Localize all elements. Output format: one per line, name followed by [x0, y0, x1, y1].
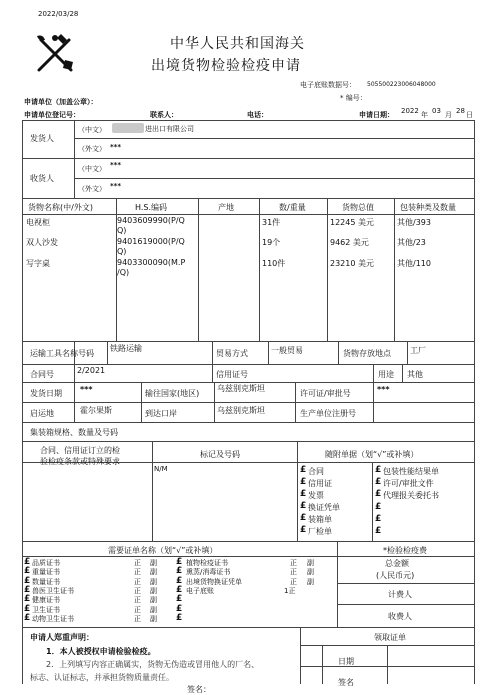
cert-zheng-5: 正 — [134, 596, 141, 605]
storage-value: 工厂 — [410, 346, 426, 355]
sign-label: 签名： — [187, 685, 211, 694]
doc-right-extra-checkbox-1: £ — [375, 502, 382, 512]
cert2-zheng-1: 正 — [290, 559, 297, 567]
cert2-item-1: 植物检疫证书 — [186, 559, 228, 567]
print-date: 2022/03/28 — [38, 10, 79, 18]
credit-label: 信用证号 — [216, 370, 248, 379]
cert2-fu-3: 副 — [307, 577, 314, 586]
apply-year-unit: 年 — [421, 111, 428, 119]
goods-row-1-packing: 其他/393 — [397, 218, 431, 227]
cert-item-5: 健康证书 — [32, 596, 60, 605]
goods-header-origin: 产地 — [218, 203, 234, 212]
doc-left-checkbox-4: £ — [300, 501, 307, 511]
number-label: * 编号： — [340, 94, 367, 102]
cert-fu-5: 副 — [150, 596, 157, 605]
goods-header-packing: 包装种类及数量 — [400, 203, 456, 212]
doc-right-item-1: 包装性能结果单 — [383, 467, 439, 476]
cert-fu-2: 副 — [150, 568, 157, 577]
depart-port-value: 霍尔果斯 — [80, 406, 112, 415]
cert-checkbox-3: £ — [24, 575, 31, 586]
cert2-item-2: 熏蒸/消毒证书 — [186, 568, 231, 577]
cert-fu-1: 副 — [150, 559, 157, 567]
transport-value: 铁路运输 — [110, 344, 142, 353]
goods-row-1-value: 12245 美元 — [330, 218, 374, 227]
doc-left-item-3: 发票 — [308, 491, 324, 500]
cert-checkbox-5: £ — [24, 594, 31, 605]
consignee-label: 收货人 — [30, 174, 54, 183]
apply-month: 03 — [432, 107, 441, 115]
cert2-checkbox-2: £ — [176, 566, 183, 577]
ecard-number: 505500223006048000 — [367, 81, 436, 88]
goods-row-2-hs-cont: Q) — [117, 247, 127, 256]
cert2-checkbox-3: £ — [176, 575, 183, 586]
cert2-zheng-3: 正 — [290, 577, 297, 586]
goods-row-3-qty: 110件 — [262, 259, 286, 268]
registration-number-label: 申请单位登记号： — [24, 111, 80, 119]
cert-checkbox-1: £ — [24, 557, 31, 567]
shipper-en-value: *** — [110, 143, 121, 151]
doc-right-item-2: 许可/审批文件 — [383, 479, 434, 488]
apply-day-unit: 日 — [466, 111, 473, 119]
consignee-cn-value: *** — [110, 161, 121, 169]
goods-row-2-value: 9462 美元 — [330, 238, 369, 247]
goods-row-3-value: 23210 美元 — [330, 259, 374, 268]
phone-label: 电话： — [247, 111, 268, 119]
cert-fu-4: 副 — [150, 586, 157, 595]
doc-right-extra-checkbox-2: £ — [375, 514, 382, 524]
doc-left-checkbox-1: £ — [300, 465, 307, 475]
marks-label: 标记及号码 — [200, 450, 240, 459]
cert2-e-copies: 1正 — [284, 586, 296, 595]
cert2-extra-checkbox-6: £ — [176, 603, 183, 614]
document-title-line1: 中华人民共和国海关 — [170, 36, 305, 52]
declaration-line-2b: 标志、认证标志，并承担货物质量责任。 — [30, 673, 174, 682]
shipper-cn-value: 进出口有限公司 — [145, 125, 194, 133]
fee-person-label: 计费人 — [388, 590, 412, 599]
storage-label: 货物存放地点 — [343, 349, 391, 358]
doc-left-checkbox-5: £ — [300, 513, 307, 523]
doc-right-checkbox-2: £ — [375, 477, 382, 487]
consignee-cn-label: （中文） — [78, 165, 106, 173]
cert-fu-7: 副 — [150, 614, 157, 623]
cert2-extra-checkbox-5: £ — [176, 594, 183, 605]
cert2-item-3: 出境货物换证凭单 — [186, 577, 242, 586]
goods-row-2-hs: 9401619000(P/Q — [117, 237, 185, 246]
collect-person-label: 收费人 — [388, 612, 412, 621]
goods-row-1-qty: 31件 — [262, 218, 281, 227]
cert-fu-3: 副 — [150, 577, 157, 586]
producer-label: 生产单位注册号 — [300, 409, 356, 418]
container-label: 集装箱规格、数量及号码 — [30, 428, 118, 437]
cert2-fu-1: 副 — [307, 559, 314, 567]
cert-zheng-6: 正 — [134, 605, 141, 614]
cert-item-4: 兽医卫生证书 — [32, 586, 74, 595]
arrive-port-value: 乌兹别克斯坦 — [217, 406, 265, 415]
goods-row-2-qty: 19个 — [262, 238, 281, 247]
trade-mode-label: 贸易方式 — [216, 349, 248, 358]
signature-label: 签名 — [338, 678, 354, 687]
destination-country-value: 乌兹别克斯坦 — [217, 384, 265, 393]
consignee-en-label: （外文） — [78, 185, 106, 193]
doc-left-item-1: 合同 — [308, 467, 324, 476]
total-amount-unit: (人民币元) — [376, 571, 415, 580]
cert-item-6: 卫生证书 — [32, 605, 60, 614]
goods-header-hs: H.S.编码 — [135, 203, 168, 212]
goods-row-2-name: 双人沙发 — [26, 238, 58, 247]
doc-left-item-5: 装箱单 — [308, 515, 332, 524]
date-label: 日期 — [338, 657, 354, 666]
cert-item-1: 品质证书 — [32, 559, 60, 567]
cert-zheng-2: 正 — [134, 568, 141, 577]
apply-date-label: 申请日期： — [359, 111, 394, 119]
marks-value: N/M — [154, 465, 168, 473]
goods-row-3-hs: 9403300090(M.P — [117, 258, 186, 267]
goods-row-3-hs-cont: /Q) — [117, 268, 130, 277]
apply-year: 2022 — [401, 107, 419, 115]
ship-date-value: *** — [80, 385, 93, 394]
shipper-cn-label: （中文） — [78, 126, 106, 134]
cert-checkbox-4: £ — [24, 584, 31, 595]
conditions-label-line2: 验检疫条款或特殊要求 — [40, 457, 120, 466]
cert2-item-4: 电子底账 — [186, 586, 214, 595]
doc-left-checkbox-3: £ — [300, 489, 307, 499]
doc-right-checkbox-3: £ — [375, 489, 382, 499]
doc-right-item-3: 代理报关委托书 — [383, 491, 439, 500]
cert-item-7: 动物卫生证书 — [32, 614, 74, 623]
depart-port-label: 启运地 — [30, 409, 54, 418]
doc-left-item-2: 信用证 — [308, 479, 332, 488]
doc-left-item-4: 换证凭单 — [308, 503, 340, 512]
destination-country-label: 输往国家(地区) — [145, 389, 200, 398]
ship-date-label: 发货日期 — [30, 389, 62, 398]
total-amount-label: 总金额 — [385, 559, 409, 568]
cert2-checkbox-1: £ — [176, 557, 183, 567]
goods-row-3-packing: 其他/110 — [397, 259, 431, 268]
consignee-en-value: *** — [110, 182, 121, 190]
goods-header-quantity: 数/重量 — [279, 203, 306, 212]
cert-fu-6: 副 — [150, 605, 157, 614]
customs-emblem-icon — [31, 30, 79, 78]
goods-header-value: 货物总值 — [342, 203, 374, 212]
cert2-fu-2: 副 — [307, 568, 314, 577]
contract-label: 合同号 — [30, 370, 54, 379]
fee-label: *检验检疫费 — [383, 546, 427, 555]
cert2-zheng-2: 正 — [290, 568, 297, 577]
cert-zheng-4: 正 — [134, 586, 141, 595]
cert-checkbox-7: £ — [24, 612, 31, 623]
purpose-label: 用途 — [378, 370, 394, 379]
doc-left-item-6: 厂检单 — [308, 527, 332, 536]
cert-checkbox-2: £ — [24, 566, 31, 577]
declaration-title: 申请人郑重声明： — [30, 633, 94, 642]
cert-zheng-3: 正 — [134, 577, 141, 586]
goods-row-2-packing: 其他/23 — [397, 238, 426, 247]
cert-checkbox-6: £ — [24, 603, 31, 614]
doc-right-checkbox-1: £ — [375, 465, 382, 475]
transport-label: 运输工具名称号码 — [30, 349, 94, 358]
permit-label: 许可证/审批号 — [300, 389, 351, 398]
docs-label: 随附单据（划“√”或补填） — [325, 450, 419, 459]
doc-right-extra-checkbox-3: £ — [375, 526, 382, 536]
declaration-line-1: 1．本人被授权申请检验检疫。 — [46, 647, 156, 656]
goods-row-1-hs-cont: Q) — [117, 226, 127, 235]
goods-row-3-name: 写字桌 — [26, 259, 50, 268]
contract-value: 2/2021 — [77, 366, 106, 375]
cert-zheng-1: 正 — [134, 559, 141, 567]
document-title-line2: 出境货物检验检疫申请 — [151, 58, 301, 74]
contact-label: 联系人： — [150, 111, 178, 119]
cert-item-3: 数量证书 — [32, 577, 60, 586]
ecard-label: 电子底账数据号： — [300, 81, 356, 89]
conditions-label-line1: 合同、信用证订立的检 — [40, 446, 120, 455]
purpose-value: 其他 — [407, 370, 423, 379]
apply-day: 28 — [456, 107, 465, 115]
goods-row-1-name: 电视柜 — [26, 218, 50, 227]
declaration-line-2a: 2．上列填写内容正确属实，货物无伪造或冒用他人的厂名、 — [46, 660, 260, 669]
cert-item-2: 重量证书 — [32, 568, 60, 577]
cert-zheng-7: 正 — [134, 614, 141, 623]
goods-header-name: 货物名称(中/外文) — [28, 203, 93, 212]
shipper-en-label: （外文） — [78, 145, 106, 153]
goods-row-1-hs: 9403609990(P/Q — [117, 216, 185, 225]
doc-left-checkbox-6: £ — [300, 525, 307, 535]
doc-left-checkbox-2: £ — [300, 477, 307, 487]
cert2-extra-checkbox-7: £ — [176, 612, 183, 623]
receive-cert-label: 领取证单 — [374, 633, 406, 642]
redacted-name — [112, 123, 144, 133]
trade-mode-value: 一般贸易 — [271, 346, 303, 355]
permit-value: *** — [377, 385, 390, 394]
cert2-checkbox-4: £ — [176, 584, 183, 595]
shipper-label: 发货人 — [30, 134, 54, 143]
certs-label: 需要证单名称（划“√”或补填） — [108, 546, 218, 555]
apply-month-unit: 月 — [445, 111, 452, 119]
applicant-unit-label: 申请单位（加盖公章）： — [24, 98, 98, 106]
arrive-port-label: 到达口岸 — [145, 409, 177, 418]
